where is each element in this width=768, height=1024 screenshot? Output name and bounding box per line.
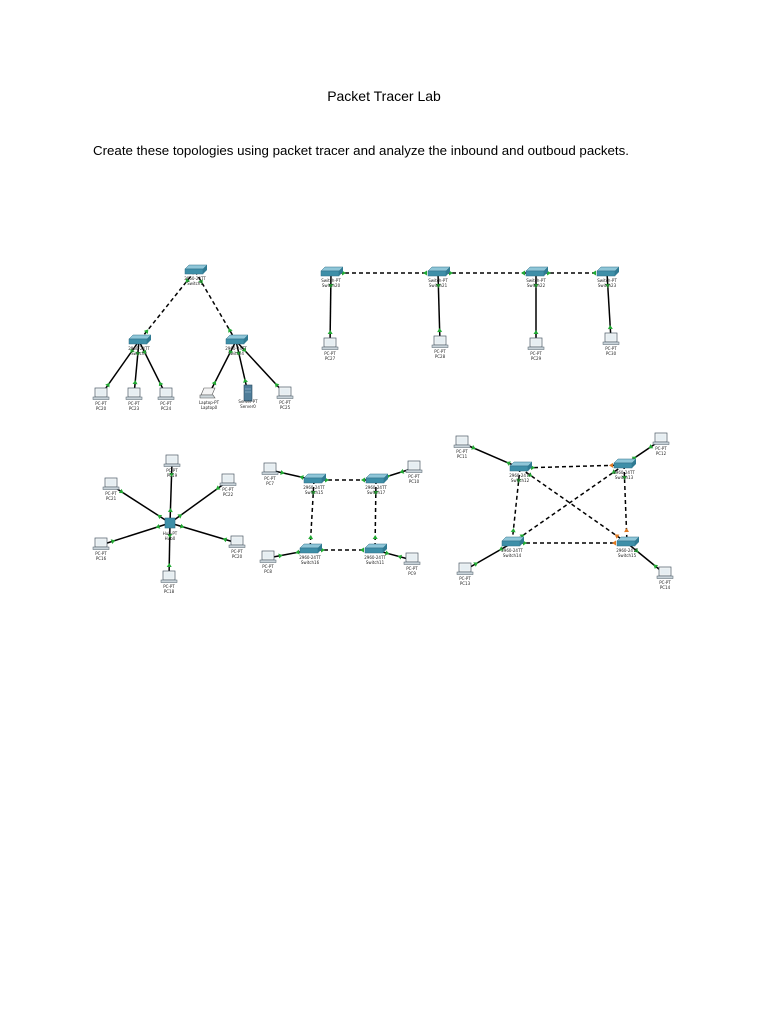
device-name-label: Switch15 <box>617 553 637 558</box>
device-model-label: PC-PT <box>434 349 446 354</box>
device-model-label: 2960-24TT <box>128 346 150 351</box>
device-name-label: Switch12 <box>510 478 530 483</box>
device-model-label: Hub-PT <box>162 531 178 536</box>
pc-icon <box>158 388 174 400</box>
device-name-label: PC7 <box>266 481 274 486</box>
device-model-label: PC-PT <box>279 400 291 405</box>
switch-icon <box>226 335 248 344</box>
device-model-label: Switch-PT <box>526 278 546 283</box>
switch-icon <box>502 537 524 546</box>
switch-node[interactable] <box>184 265 207 286</box>
device-model-label: 2960-24TT <box>364 555 386 560</box>
device-name-label: Switch14 <box>502 553 522 558</box>
pc-icon <box>603 333 619 345</box>
device-model-label: PC-PT <box>160 401 172 406</box>
pc-icon <box>657 567 673 579</box>
device-name-label: Switch20 <box>321 283 341 288</box>
device-model-label: PC-PT <box>166 468 178 473</box>
device-model-label: PC-PT <box>262 564 274 569</box>
device-model-label: Switch-PT <box>428 278 448 283</box>
device-model-label: 2960-24TT <box>299 555 321 560</box>
pc-icon <box>93 388 109 400</box>
link-status-indicator <box>437 328 442 332</box>
device-model-label: PC-PT <box>459 576 471 581</box>
link-status-indicator <box>608 325 613 329</box>
device-model-label: PC-PT <box>128 401 140 406</box>
switch-node[interactable] <box>225 335 248 356</box>
link <box>462 443 520 468</box>
device-model-label: PC-PT <box>95 551 107 556</box>
link <box>170 523 237 543</box>
host-node[interactable] <box>158 388 174 411</box>
device-model-label: 2960-24TT <box>365 485 387 490</box>
pc-icon <box>220 474 236 486</box>
host-node[interactable] <box>126 388 142 411</box>
device-name-label: PC23 <box>128 406 140 411</box>
link-status-indicator <box>361 478 365 483</box>
switch-icon <box>300 544 322 553</box>
host-node[interactable] <box>454 436 470 459</box>
host-node[interactable] <box>93 538 109 561</box>
pc-icon <box>454 436 470 448</box>
switch-icon <box>614 459 636 468</box>
switch-icon <box>365 544 387 553</box>
device-name-label: PC27 <box>324 356 336 361</box>
device-model-label: PC-PT <box>530 351 542 356</box>
device-model-label: PC-PT <box>605 346 617 351</box>
pc-icon <box>260 551 276 563</box>
device-name-label: PC29 <box>530 356 542 361</box>
hub-icon <box>165 518 175 528</box>
link-status-indicator <box>133 380 138 384</box>
pc-icon <box>262 463 278 475</box>
pc-icon <box>322 338 338 350</box>
link <box>331 271 438 276</box>
link <box>111 485 170 523</box>
device-model-label: PC-PT <box>264 476 276 481</box>
device-model-label: 2960-24TT <box>613 470 635 475</box>
device-model-label: PC-PT <box>659 580 671 585</box>
link-status-indicator <box>609 463 613 468</box>
switch-node[interactable] <box>616 537 639 558</box>
host-node[interactable] <box>322 338 338 361</box>
host-node[interactable] <box>164 455 180 478</box>
device-name-label: Switch17 <box>366 490 386 495</box>
switch-icon <box>366 474 388 483</box>
device-name-label: Laptop0 <box>200 405 218 410</box>
host-node[interactable] <box>238 385 258 409</box>
link-status-indicator <box>612 541 616 546</box>
device-model-label: 2960-24TT <box>501 548 523 553</box>
switch-node[interactable] <box>299 544 322 565</box>
device-name-label: PC8 <box>264 569 272 574</box>
pc-icon <box>528 338 544 350</box>
device-model-label: PC-PT <box>406 566 418 571</box>
device-name-label: PC14 <box>659 585 671 590</box>
switch-icon <box>617 537 639 546</box>
pc-icon <box>457 563 473 575</box>
switch-node[interactable] <box>303 474 326 495</box>
link-status-indicator <box>168 508 173 512</box>
device-name-label: Server0 <box>240 404 256 409</box>
device-model-label: PC-PT <box>231 549 243 554</box>
device-name-label: Switch4 <box>228 351 244 356</box>
host-node[interactable] <box>457 563 473 586</box>
device-name-label: Switch13 <box>614 475 634 480</box>
host-node[interactable] <box>277 387 293 410</box>
device-name-label: PC20 <box>95 406 107 411</box>
switch-icon <box>597 267 619 276</box>
link <box>170 481 228 523</box>
device-name-label: Switch15 <box>304 490 324 495</box>
switch-icon <box>321 267 343 276</box>
pc-icon <box>277 387 293 399</box>
device-name-label: PC22 <box>222 492 234 497</box>
device-model-label: PC-PT <box>456 449 468 454</box>
switch-node[interactable] <box>597 267 619 288</box>
device-model-label: PC-PT <box>222 487 234 492</box>
device-model-label: PC-PT <box>655 446 667 451</box>
device-name-label: PC19 <box>166 473 178 478</box>
device-name-label: Switch21 <box>428 283 448 288</box>
host-node[interactable] <box>653 433 669 456</box>
device-name-label: PC12 <box>655 451 667 456</box>
pc-icon <box>406 461 422 473</box>
laptop-icon <box>200 388 215 398</box>
host-node[interactable] <box>406 461 422 484</box>
link-status-indicator <box>592 271 596 276</box>
link-status-indicator <box>373 535 378 539</box>
pc-icon <box>432 336 448 348</box>
device-model-label: PC-PT <box>408 474 420 479</box>
switch-node[interactable] <box>526 267 548 288</box>
device-model-label: 2960-24TT <box>616 548 638 553</box>
pc-icon <box>653 433 669 445</box>
host-node[interactable] <box>262 463 278 486</box>
device-name-label: PC28 <box>434 354 446 359</box>
link-status-indicator <box>308 535 313 539</box>
page-title: Packet Tracer Lab <box>327 88 441 104</box>
link-status-indicator <box>328 330 333 334</box>
switch-icon <box>510 462 532 471</box>
switch-node[interactable] <box>128 335 151 356</box>
host-node[interactable] <box>103 478 119 501</box>
device-name-label: PC21 <box>105 496 117 501</box>
instructions-text: Create these topologies using packet tracer and analyze the inbound and outboud packets. <box>93 143 629 158</box>
device-name-label: PC10 <box>408 479 420 484</box>
device-name-label: Hub0 <box>164 536 176 541</box>
device-model-label: Switch-PT <box>321 278 341 283</box>
host-node[interactable] <box>220 474 236 497</box>
host-node[interactable] <box>432 336 448 359</box>
host-node[interactable] <box>260 551 276 574</box>
device-name-label: Switch16 <box>300 560 320 565</box>
host-node[interactable] <box>229 536 245 559</box>
device-name-label: Switch22 <box>526 283 546 288</box>
host-node[interactable] <box>93 388 109 411</box>
device-name-label: PC13 <box>459 581 471 586</box>
host-node[interactable] <box>603 333 619 356</box>
device-name-label: PC24 <box>160 406 172 411</box>
host-node[interactable] <box>528 338 544 361</box>
device-model-label: PC-PT <box>105 491 117 496</box>
switch-node[interactable] <box>321 267 343 288</box>
device-name-label: PC9 <box>408 571 416 576</box>
pc-icon <box>161 571 177 583</box>
device-name-label: Switch11 <box>365 560 385 565</box>
device-name-label: PC25 <box>279 405 291 410</box>
switch-node[interactable] <box>428 267 450 288</box>
host-node[interactable] <box>161 571 177 594</box>
device-name-label: PC20 <box>231 554 243 559</box>
device-model-label: 2960-24TT <box>225 346 247 351</box>
device-model-label: Laptop-PT <box>198 400 220 405</box>
switch-node[interactable] <box>364 544 387 565</box>
pc-icon <box>103 478 119 490</box>
device-name-label: PC16 <box>95 556 107 561</box>
device-model-label: PC-PT <box>324 351 336 356</box>
link-status-indicator <box>521 271 525 276</box>
link-status-indicator <box>534 330 539 334</box>
host-node[interactable] <box>404 553 420 576</box>
link <box>438 271 536 276</box>
device-model-label: PC-PT <box>95 401 107 406</box>
device-model-label: 2960-24TT <box>509 473 531 478</box>
device-name-label: PC11 <box>456 454 468 459</box>
device-name-label: PC30 <box>605 351 617 356</box>
device-model-label: 2960-24TT <box>184 276 206 281</box>
switch-icon <box>304 474 326 483</box>
link-status-indicator <box>398 555 403 560</box>
pc-icon <box>404 553 420 565</box>
link <box>512 541 627 546</box>
link-status-indicator <box>511 528 516 532</box>
device-name-label: Switch1 <box>187 281 203 286</box>
switch-icon <box>428 267 450 276</box>
device-model-label: 2960-24TT <box>303 485 325 490</box>
pc-icon <box>229 536 245 548</box>
pc-icon <box>164 455 180 467</box>
host-node[interactable] <box>199 388 220 410</box>
host-node[interactable] <box>657 567 673 590</box>
device-model-label: Server-PT <box>238 399 258 404</box>
device-model-label: PC-PT <box>163 584 175 589</box>
switch-icon <box>185 265 207 274</box>
link-status-indicator <box>624 528 629 532</box>
pc-icon <box>126 388 142 400</box>
link-status-indicator <box>167 563 172 567</box>
pc-icon <box>93 538 109 550</box>
switch-node[interactable] <box>365 474 388 495</box>
switch-icon <box>526 267 548 276</box>
device-name-label: Switch3 <box>131 351 147 356</box>
switch-icon <box>129 335 151 344</box>
link <box>520 463 624 470</box>
link <box>520 468 627 543</box>
switch-node[interactable] <box>613 459 636 480</box>
switch-node[interactable] <box>509 462 532 483</box>
link <box>101 523 170 545</box>
link-status-indicator <box>423 271 427 276</box>
switch-node[interactable] <box>501 537 524 558</box>
link-status-indicator <box>360 548 364 553</box>
device-name-label: PC18 <box>163 589 175 594</box>
device-name-label: Switch23 <box>597 283 617 288</box>
device-model-label: Switch-PT <box>597 278 617 283</box>
